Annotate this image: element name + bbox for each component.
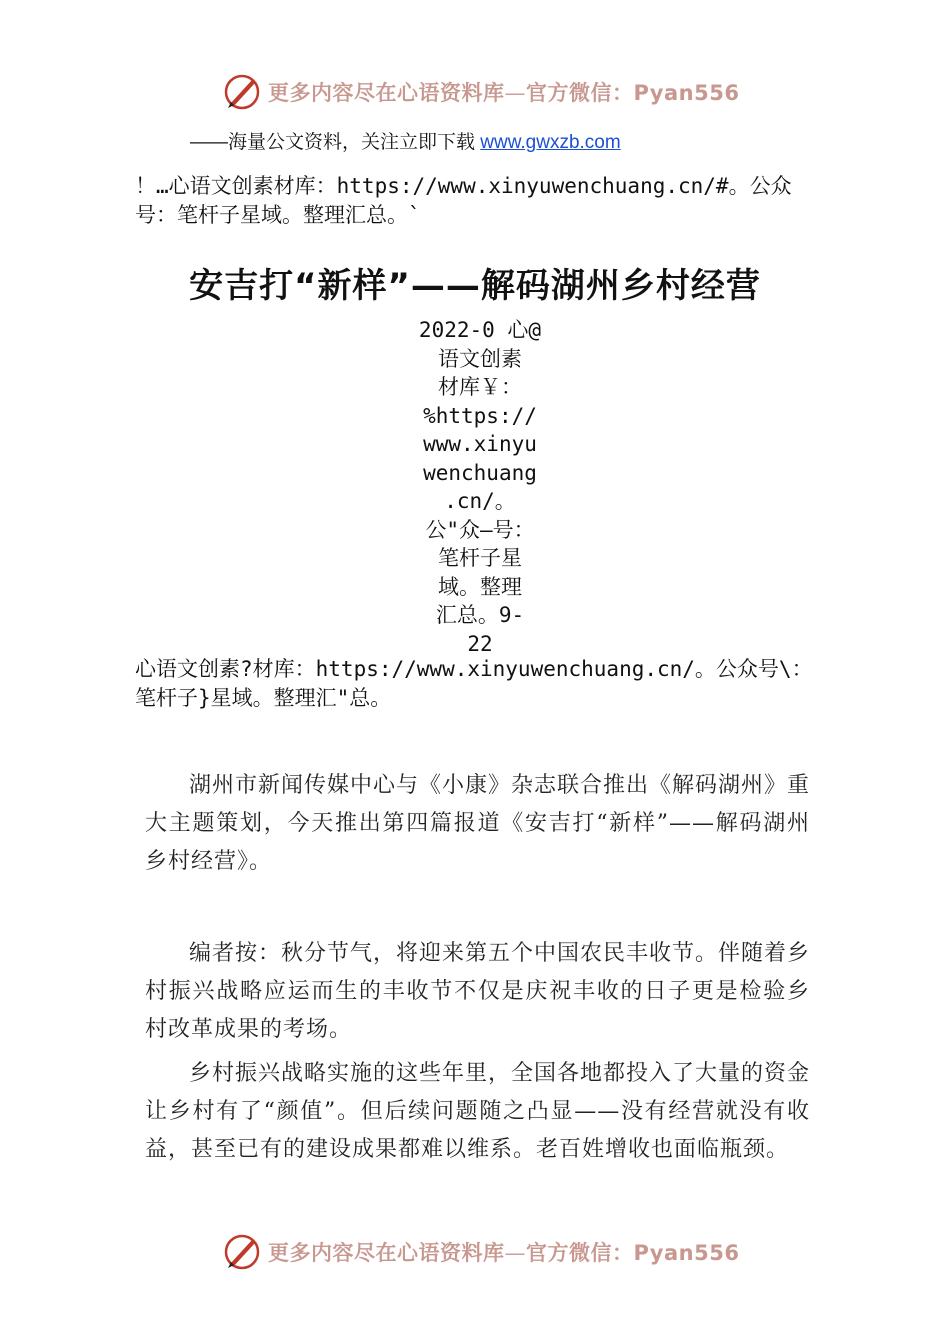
watermark-line: 域。整理 (438, 574, 522, 599)
watermark-line: 汇总。9- (435, 603, 525, 627)
article-title: 安吉打“新样”——解码湖州乡村经营 (189, 266, 761, 306)
watermark-line: 语文创素 (438, 346, 522, 371)
body-paragraph-intro: 湖州市新闻传媒中心与《小康》杂志联合推出《解码湖州》重大主题策划，今天推出第四篇报道《安吉打“新样”——解码湖州乡村经营》。 (145, 773, 811, 874)
pen-logo-icon (222, 72, 262, 112)
watermark-line: 22 (467, 631, 493, 656)
date-watermark-column (410, 316, 550, 658)
watermark-line: 公"众—号： (425, 517, 535, 542)
source-notice-mid: 心语文创素?材库：https://www.xinyuwenchuang.cn/。公众号\：笔杆子}星域。整理汇"总。 (135, 657, 813, 710)
banner-text: 更多内容尽在心语资料库—官方微信：Pyan556 (268, 1241, 740, 1265)
watermark-line: .cn/。 (444, 489, 516, 513)
watermark-line: 材库￥： (438, 375, 522, 399)
site-link[interactable]: www.gwxzb.com (480, 132, 621, 153)
watermark-line: www.xinyu (423, 432, 537, 456)
watermark-line: 笔杆子星 (438, 546, 522, 570)
header-banner (222, 70, 739, 114)
pen-logo-icon (222, 1232, 262, 1272)
download-subline: ——海量公文资料，关注立即下载 www.gwxzb.com (190, 132, 621, 153)
footer-banner (222, 1230, 739, 1274)
banner-text: 更多内容尽在心语资料库—官方微信：Pyan556 (268, 81, 740, 105)
watermark-line: 2022-0 心@ (418, 318, 542, 342)
body-paragraph-editor-note: 编者按：秋分节气，将迎来第五个中国农民丰收节。伴随着乡村振兴战略应运而生的丰收节不仅是庆祝丰收的日子更是检验乡村改革成果的考场。 (145, 941, 811, 1042)
body-paragraph-rural: 乡村振兴战略实施的这些年里，全国各地都投入了大量的资金让乡村有了“颜值”。但后续问题随之凸显——没有经营就没有收益，甚至已有的建设成果都难以维系。老百姓增收也面临瓶颈。 (145, 1061, 811, 1162)
source-notice-top: ！…心语文创素材库：https://www.xinyuwenchuang.cn/#。公众号：笔杆子星域。整理汇总。` (135, 174, 792, 227)
watermark-line: %https:// (423, 403, 537, 428)
watermark-line: wenchuang (423, 460, 537, 485)
